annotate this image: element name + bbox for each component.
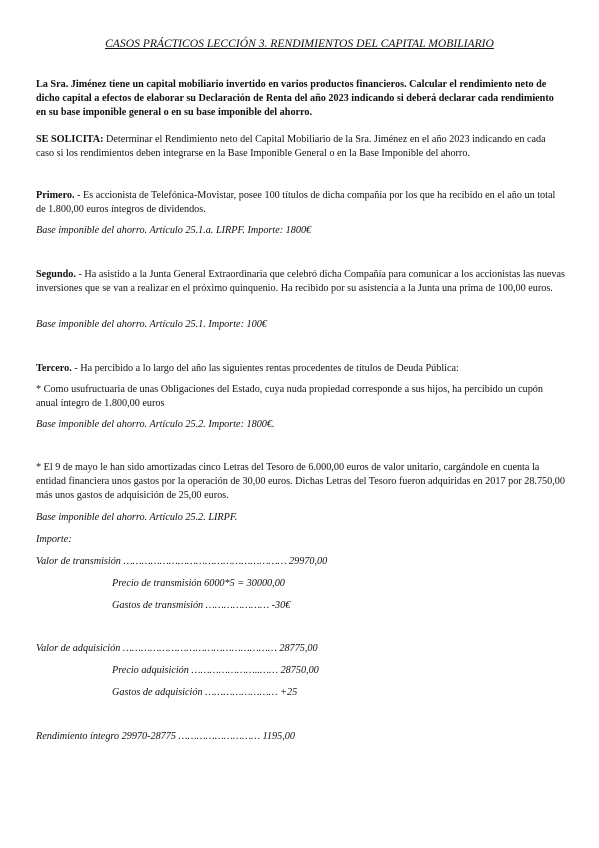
- acquisition-value: Valor de adquisición …………………………………………… 28775,00: [36, 643, 318, 654]
- request-text: Determinar el Rendimiento neto del Capital Mobiliario de la Sra. Jiménez en el año 2023 indicando en cada caso si los rendimientos deben integrarse en la Base Imponible General o en la Base Imponible del ahorro.: [36, 134, 546, 160]
- tercero-answer-1: Base imponible del ahorro. Artículo 25.2. Importe: 1800€.: [36, 419, 275, 430]
- segundo-text: - Ha asistido a la Junta General Extraordinaria que celebró dicha Compañía para comunicar a los accionistas las nuevas inversiones que se van a realizar en el próximo quinquenio. Ha recibido por su asistencia a la Junta una prima de 100,00 euros.: [36, 269, 566, 295]
- page-title: CASOS PRÁCTICOS LECCIÓN 3. RENDIMIENTOS DEL CAPITAL MOBILIARIO: [105, 37, 494, 50]
- acquisition-price: Precio adquisición …………………..…… 28750,00: [112, 665, 319, 676]
- transmission-value: Valor de transmisión ……………………………………………… 29970,00: [36, 556, 328, 567]
- segundo-answer: Base imponible del ahorro. Artículo 25.1. Importe: 100€: [36, 319, 267, 330]
- tercero-paragraph: [36, 362, 566, 376]
- transmission-price: Precio de transmisión 6000*5 = 30000,00: [112, 578, 285, 589]
- intro-paragraph: La Sra. Jiménez tiene un capital mobiliario invertido en varios productos financieros. Calcular el rendimiento neto de dicho capital a efectos de elaborar su Declaración de Renta del año 2023 indicando si deberá declarar cada rendimiento en su base imponible general o en su base imponible del ahorro.: [36, 79, 554, 119]
- gross-yield: Rendimiento íntegro 29970-28775 ……………………… 1195,00: [36, 731, 295, 742]
- tercero-item-1: * Como usufructuaria de unas Obligaciones del Estado, cuya nuda propiedad corresponde a sus hijos, ha percibido un cupón anual íntegro de 1.800,00 euros: [36, 384, 543, 410]
- tercero-text: - Ha percibido a lo largo del año las siguientes rentas procedentes de títulos de Deuda Pública:: [71, 363, 459, 374]
- importe-label: Importe:: [36, 534, 72, 545]
- request-label: SE SOLICITA:: [36, 134, 104, 145]
- primero-text: - Es accionista de Telefónica-Movistar, posee 100 títulos de dicha compañía por los que ha recibido en el año un total de 1.800,00 euros íntegros de dividendos.: [36, 190, 556, 216]
- primero-paragraph: [36, 189, 566, 217]
- tercero-answer-2: Base imponible del ahorro. Artículo 25.2. LIRPF.: [36, 512, 238, 523]
- segundo-label: Segundo.: [36, 269, 76, 280]
- acquisition-expenses: Gastos de adquisición …………………… +25: [112, 687, 298, 698]
- primero-label: Primero.: [36, 190, 75, 201]
- tercero-item-2: * El 9 de mayo le han sido amortizadas cinco Letras del Tesoro de 6.000,00 euros de valor unitario, cargándole en cuenta la entidad financiera unos gastos por la operación de 30,00 euros. Dichas Letras del Tesoro fueron adquiridas en 2017 por 28.750,00 más unos gastos de adquisición de 25,00 euros.: [36, 462, 565, 502]
- segundo-paragraph: [36, 268, 566, 296]
- tercero-label: Tercero.: [36, 363, 72, 374]
- transmission-expenses: Gastos de transmisión ………………… -30€: [112, 600, 291, 611]
- request-paragraph: [36, 133, 566, 161]
- primero-answer: Base imponible del ahorro. Artículo 25.1.a. LIRPF. Importe: 1800€: [36, 225, 312, 236]
